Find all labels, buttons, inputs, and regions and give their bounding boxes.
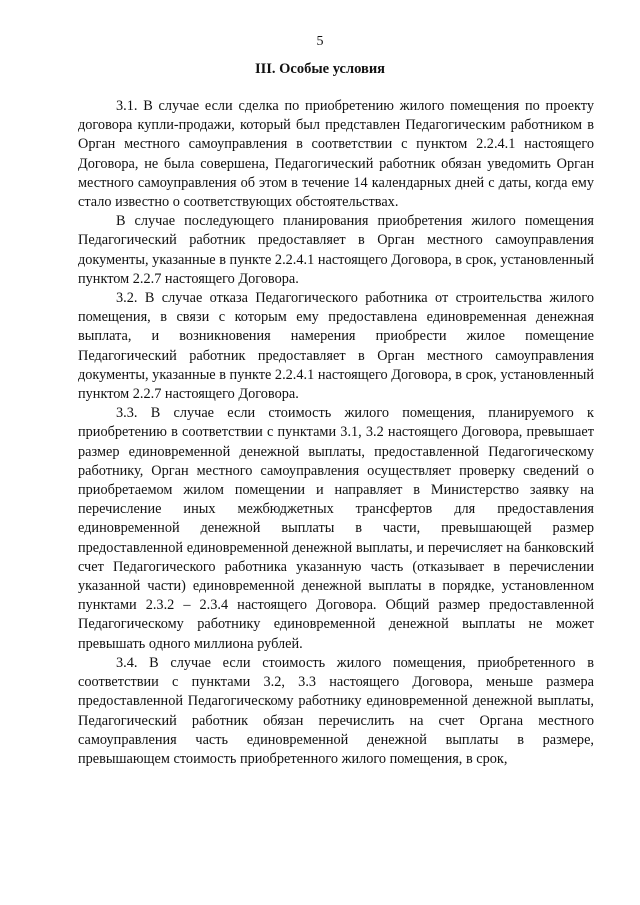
section-title: III. Особые условия	[254, 61, 386, 77]
paragraph-3-2: 3.2. В случае отказа Педагогического работника от строительства жилого помещения, в связи с которым ему предоставлена единовременная денежная выплата, и возникновения намерения приобрести жилое помещение Педагогический работник предоставляет в Орган местного самоуправления документы, указанные в пункте 2.2.4.1 настоящего Договора, в срок, установленный пунктом 2.2.7 настоящего Договора.	[78, 290, 594, 403]
page-number: 5	[316, 34, 324, 49]
paragraph-3-1: 3.1. В случае если сделка по приобретению жилого помещения по проекту договора купли-продажи, который был представлен Педагогическим работником в Орган местного самоуправления в соответствии с пунктом 2.2.4.1 настоящего Договора, не была совершена, Педагогический работник обязан уведомить Орган местного самоуправления об этом в течение 14 календарных дней с даты, когда ему стало известно о соответствующих обстоятельствах.	[78, 98, 594, 211]
body-text	[78, 97, 594, 769]
paragraph-3-4: 3.4. В случае если стоимость жилого помещения, приобретенного в соответствии с пунктами 3.2, 3.3 настоящего Договора, меньше размера предоставленной Педагогическому работнику единовременной денежной выплаты, Педагогический работник обязан перечислить на счет Органа местного самоуправления часть единовременной денежной выплаты в размере, превышающем стоимость приобретенного жилого помещения, в срок,	[78, 654, 594, 767]
paragraph-3-1-continued: В случае последующего планирования приобретения жилого помещения Педагогический работник предоставляет в Орган местного самоуправления документы, указанные в пункте 2.2.4.1 настоящего Договора, в срок, установленный пунктом 2.2.7 настоящего Договора.	[78, 213, 594, 287]
paragraph-3-3: 3.3. В случае если стоимость жилого помещения, планируемого к приобретению в соответствии с пунктами 3.1, 3.2 настоящего Договора, превышает размер единовременной денежной выплаты, предоставленной Педагогическому работнику, Орган местного самоуправления осуществляет проверку сведений о приобретаемом жилом помещении и направляет в Министерство заявку на перечисление иных межбюджетных трансфертов для предоставления единовременной денежной выплаты в части, превышающей размер предоставленной единовременной денежной выплаты, и перечисляет на банковский счет Педагогического работника указанную часть (отказывает в перечислении указанной части) единовременной денежной выплаты в порядке, установленном пунктами 2.3.2 – 2.3.4 настоящего Договора. Общий размер предоставленной Педагогическому работнику единовременной денежной выплаты не может превышать одного миллиона рублей.	[78, 405, 594, 652]
